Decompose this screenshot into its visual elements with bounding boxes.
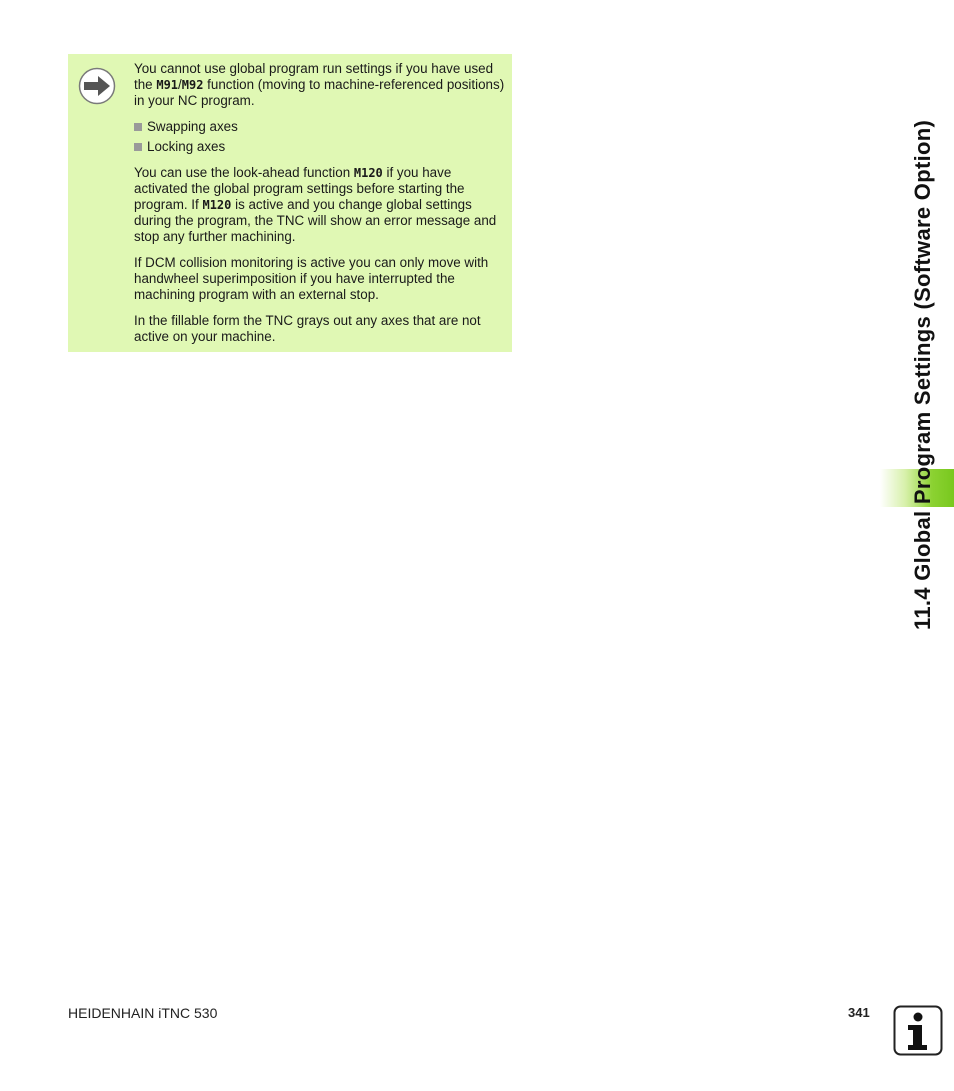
code-m120: M120 bbox=[353, 166, 383, 180]
list-item-label: Locking axes bbox=[147, 139, 226, 154]
text-span: if you have activated the global program settings before starting the program. If bbox=[134, 165, 465, 212]
note-paragraph-1 bbox=[134, 61, 506, 109]
text-span: You cannot use global program run settings if you have used the bbox=[134, 61, 494, 92]
text-span: function (moving to machine-referenced positions) in your NC program. bbox=[134, 77, 505, 108]
list-item bbox=[134, 139, 506, 155]
code-m91: M91 bbox=[156, 78, 179, 92]
text-span: is active and you change global settings during the program, the TNC will show an error message and stop any further machining. bbox=[134, 197, 497, 244]
code-m92: M92 bbox=[181, 78, 204, 92]
bullet-square-icon bbox=[134, 143, 142, 151]
note-paragraph-3: If DCM collision monitoring is active you can only move with handwheel superimposition if you have interrupted the machining program with an external stop. bbox=[134, 255, 489, 302]
page-number: 341 bbox=[848, 1005, 870, 1020]
text-span: / bbox=[178, 77, 182, 92]
text-span: You can use the look-ahead function bbox=[134, 165, 354, 180]
note-text bbox=[134, 61, 506, 355]
arrow-right-icon bbox=[78, 67, 116, 105]
bullet-list bbox=[134, 119, 506, 155]
footer-product-name: HEIDENHAIN iTNC 530 bbox=[68, 1005, 218, 1021]
code-m120: M120 bbox=[202, 198, 232, 212]
note-paragraph-4: In the fillable form the TNC grays out any axes that are not active on your machine. bbox=[134, 313, 481, 344]
list-item bbox=[134, 119, 506, 135]
list-item-label: Swapping axes bbox=[147, 119, 238, 134]
info-icon bbox=[893, 1005, 943, 1056]
chapter-side-title: 11.4 Global Program Settings (Software Option) bbox=[910, 119, 935, 630]
note-paragraph-2 bbox=[134, 165, 506, 245]
bullet-square-icon bbox=[134, 123, 142, 131]
